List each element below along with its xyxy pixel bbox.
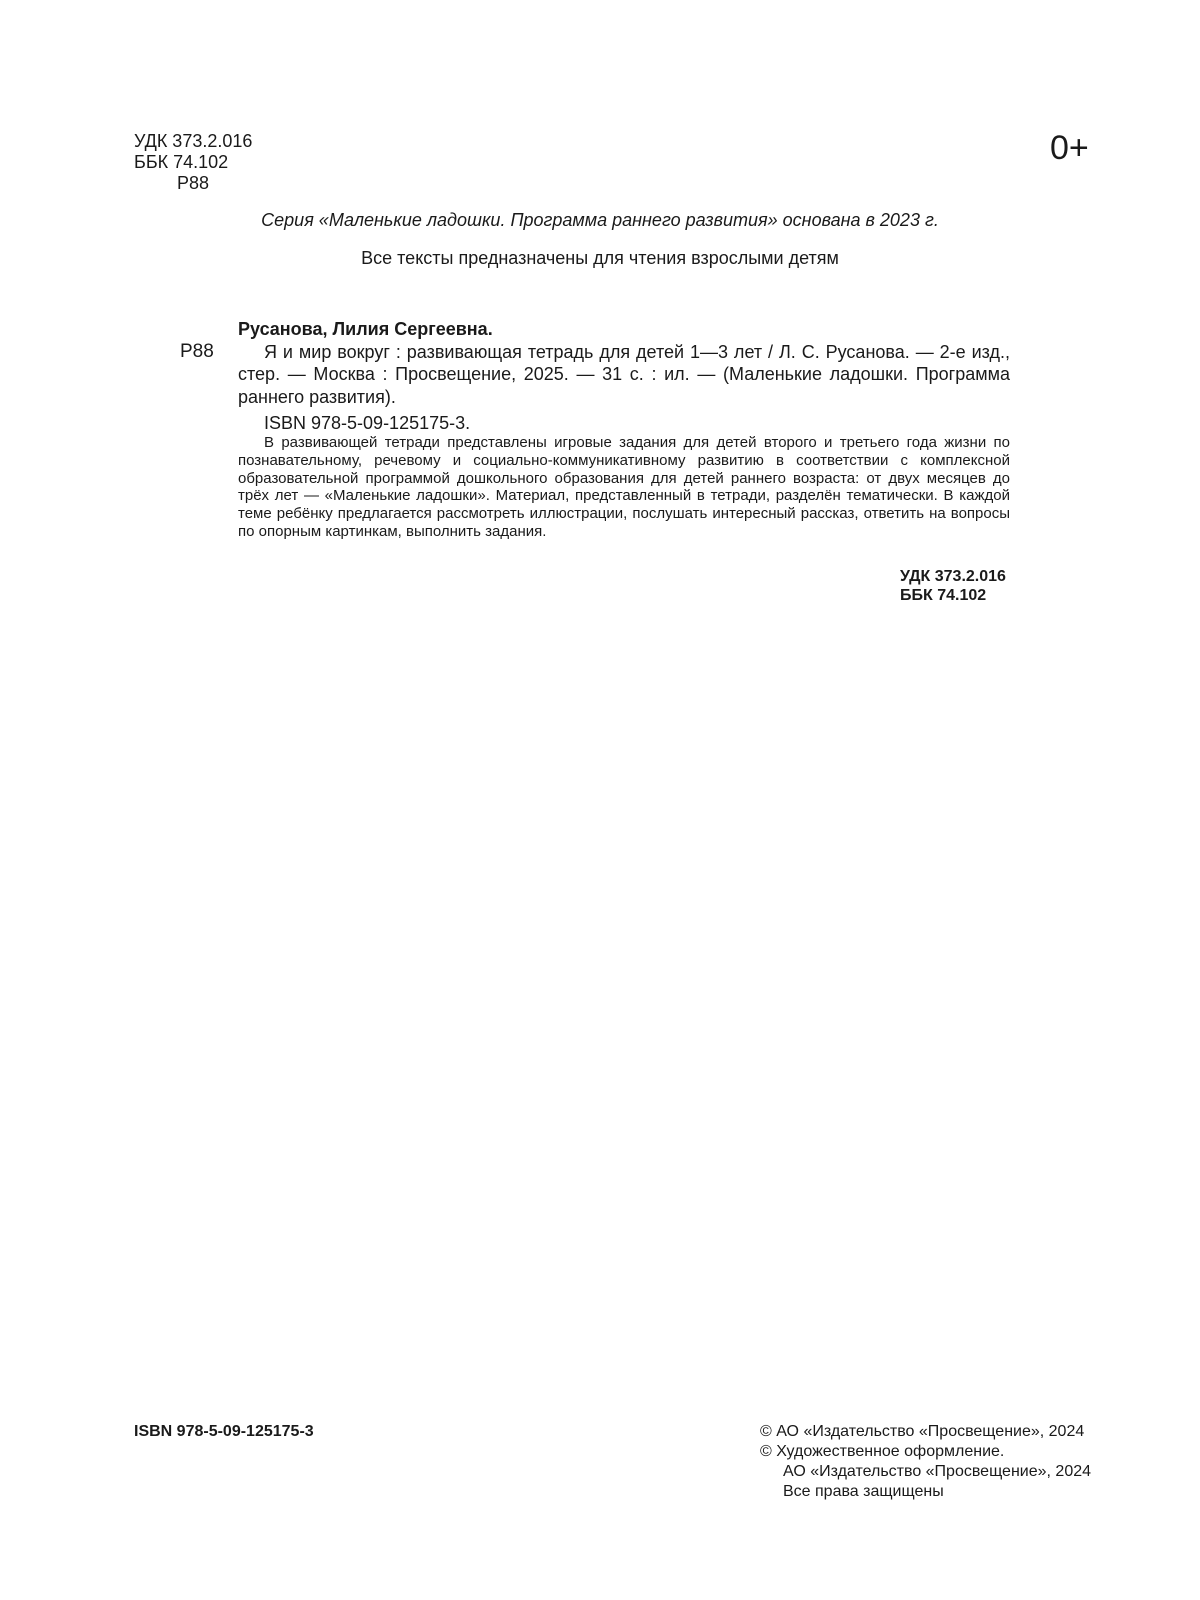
classification-codes-bottom [900,567,1006,605]
author-mark: Р88 [177,173,210,193]
rights-reserved: Все права защищены [783,1483,944,1500]
copyright-line: АО «Издательство «Просвещение», 2024 [783,1463,1092,1480]
copyright-line: © Художественное оформление. [760,1443,1005,1460]
record-author: Русанова, Лилия Сергеевна. [238,319,493,339]
classification-codes-top [134,131,252,194]
copyright-line: © АО «Издательство «Просвещение», 2024 [760,1423,1085,1440]
annotation-text: В развивающей тетради представлены игровые задания для детей второго и третьего года жизни по познавательному, речевому и социально-коммуникативному развитию в соответствии с комплексной образовательной программой дошкольного образования для детей раннего возраста: от двух месяцев до трёх лет — «Маленькие ладошки». Материал, представленный в тетради, разделён тематически. В каждой теме ребёнку предлагается рассмотреть иллюстрации, послушать интересный рассказ, ответить на вопросы по опорным картинкам, выполнить задания. [238,434,1010,540]
record-author-mark: Р88 [180,341,214,362]
udk-code-bottom: УДК 373.2.016 [900,568,1006,585]
bbk-code: ББК 74.102 [134,152,229,172]
record-description: Я и мир вокруг : развивающая тетрадь для детей 1—3 лет / Л. С. Русанова. — 2-е изд., стер. — Москва : Просвещение, 2025. — 31 с. : ил. — (Маленькие ладошки. Программа раннего развития). [238,341,1010,407]
readers-note: Все тексты предназначены для чтения взрослыми детям [361,248,839,268]
record-isbn: ISBN 978-5-09-125175-3. [264,413,471,433]
age-rating-badge: 0+ [1050,129,1089,167]
footer-isbn: ISBN 978-5-09-125175-3 [134,1423,314,1440]
udk-code: УДК 373.2.016 [134,131,253,151]
copyright-block [760,1422,1091,1502]
bibliographic-record [238,318,1010,435]
bbk-code-bottom: ББК 74.102 [900,587,987,604]
series-note: Серия «Маленькие ладошки. Программа раннего развития» основана в 2023 г. [261,210,939,230]
